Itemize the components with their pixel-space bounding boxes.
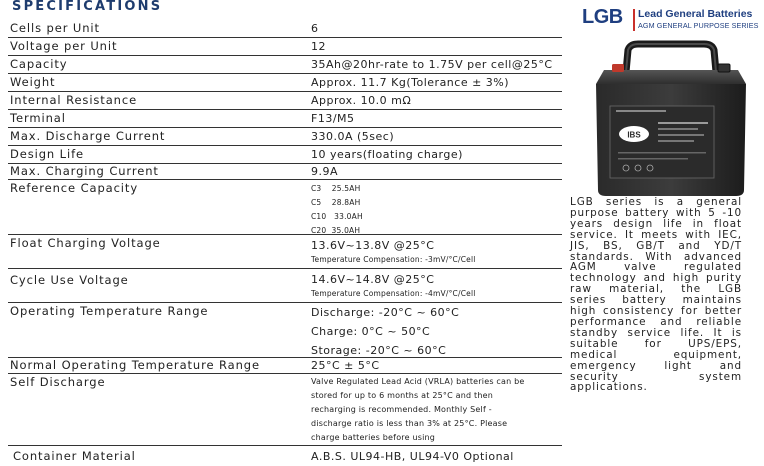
spec-value: 35Ah@20hr-rate to 1.75V per cell@25°C [311,58,553,71]
spec-value: Approx. 10.0 mΩ [311,94,412,107]
self-discharge-line: recharging is recommended. Monthly Self - [311,405,492,414]
spec-value: F13/M5 [311,112,355,125]
logo-series: AGM GENERAL PURPOSE SERIES [638,21,759,30]
storage-temperature: Storage: -20°C ~ 60°C [311,344,447,357]
logo-name: Lead General Batteries [638,8,753,20]
temperature-compensation: Temperature Compensation: -4mV/°C/Cell [311,289,476,298]
spec-row-self-discharge [8,374,562,446]
spec-value: 12 [311,40,326,53]
logo-divider [633,9,635,31]
spec-label: Container Material [13,449,136,463]
self-discharge-line: stored for up to 6 months at 25°C and then [311,391,494,400]
spec-label: Operating Temperature Range [10,304,209,318]
spec-row-voltage-per-unit [8,38,562,56]
spec-value-block [311,239,562,264]
self-discharge-line: Valve Regulated Lead Acid (VRLA) batteries can be [311,377,525,386]
spec-row-normal-operating-temperature [8,358,562,374]
temperature-compensation: Temperature Compensation: -3mV/°C/Cell [311,255,476,264]
spec-label: Cycle Use Voltage [10,273,129,287]
spec-value: 330.0A (5sec) [311,130,395,143]
spec-label: Reference Capacity [10,181,139,195]
spec-row-reference-capacity [8,180,562,235]
battery-brand-label: IBS [627,130,641,140]
logo-mark: LGB [582,6,623,28]
spec-row-internal-resistance [8,92,562,110]
spec-value: A.B.S. UL94-HB, UL94-V0 Optional [311,450,514,463]
spec-label: Cells per Unit [10,21,100,35]
spec-row-max-charging-current [8,164,562,180]
spec-value: 13.6V~13.8V @25°C [311,239,435,252]
spec-value: 10 years(floating charge) [311,148,463,161]
charge-temperature: Charge: 0°C ~ 50°C [311,325,431,338]
spec-label: Max. Charging Current [10,164,159,178]
spec-value-list [311,303,562,360]
product-description: LGB series is a general purpose battery with 5 -10 years design life in float service. It meets with IEC, JIS, BS, GB/T and YD/T standards. With advanced AGM valve regulated technology and high purity raw material, the LGB series battery maintains high consistency for better performance and reliable standby service life. It is suitable for UPS/EPS, medical equipment, emergency light and security system applications. [570,196,742,394]
positive-terminal [612,64,624,72]
spec-value: 9.9A [311,165,339,178]
spec-row-cycle-use-voltage [8,269,562,303]
specifications-table [8,20,562,466]
spec-row-design-life [8,146,562,164]
self-discharge-line: charge batteries before using [311,433,436,442]
spec-row-capacity [8,56,562,74]
spec-label: Max. Discharge Current [10,129,166,143]
spec-label: Normal Operating Temperature Range [10,358,260,372]
spec-label: Voltage per Unit [10,39,118,53]
spec-label: Self Discharge [10,375,106,389]
spec-value: Approx. 11.7 Kg(Tolerance ± 3%) [311,76,510,89]
spec-label: Float Charging Voltage [10,236,161,250]
spec-label: Design Life [10,147,84,161]
spec-value: 6 [311,22,319,35]
capacity-c3: C3 25.5AH [311,184,361,193]
spec-row-float-charging-voltage [8,235,562,269]
spec-value-block [311,273,562,298]
spec-label: Internal Resistance [10,93,138,107]
spec-row-max-discharge-current [8,128,562,146]
spec-row-weight [8,74,562,92]
spec-value-list [311,375,562,445]
spec-label: Weight [10,75,56,89]
spec-row-cells-per-unit [8,20,562,38]
spec-value: 14.6V~14.8V @25°C [311,273,435,286]
capacity-c20: C20 35.0AH [311,226,361,235]
spec-row-terminal [8,110,562,128]
spec-row-container-material [8,446,562,466]
specifications-heading: SPECIFICATIONS [12,0,163,14]
self-discharge-line: discharge ratio is less than 3% at 25°C. Please [311,419,508,428]
spec-row-operating-temperature-range [8,303,562,358]
discharge-temperature: Discharge: -20°C ~ 60°C [311,306,460,319]
capacity-c10: C10 33.0AH [311,212,363,221]
spec-label: Terminal [10,111,66,125]
spec-value: 25°C ± 5°C [311,359,380,372]
spec-label: Capacity [10,57,68,71]
battery-image [586,40,756,200]
spec-value-list [311,182,562,238]
capacity-c5: C5 28.8AH [311,198,361,207]
